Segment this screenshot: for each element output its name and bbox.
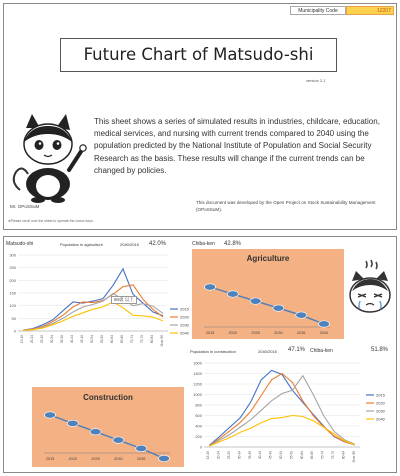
constr-age-x-tick: 25-29	[227, 451, 231, 460]
agri-ratio-label: 2040/2015	[120, 242, 139, 247]
constr-trend-x-tick: 2035	[136, 457, 146, 461]
agri-age-x-tick: 45-49	[80, 335, 84, 344]
opossum-mascot-icon	[8, 112, 90, 204]
agri-trend-x-tick: 2035	[296, 331, 306, 335]
municipality-code-label: Municipality Code	[290, 6, 346, 15]
intro-sheet	[3, 3, 397, 230]
constr-age-x-tick: 20-24	[216, 451, 221, 460]
constr-trend-x-tick: 2020	[68, 457, 78, 461]
constr-ratio-label: 2040/2015	[258, 349, 277, 354]
agri-age-series-2015	[23, 269, 163, 330]
agriculture-age-chart	[4, 247, 190, 363]
constr-age-y-tick: 1400	[193, 371, 202, 376]
constr-age-x-tick: 35-39	[247, 451, 252, 460]
agri-trend-point	[319, 321, 330, 327]
agri-trend-point	[227, 291, 238, 297]
constr-trend-point	[67, 420, 78, 426]
description-text: This sheet shows a series of simulated results in industries, childcare, education, medical services, and nursing with current trends compared to 2040 using the population predicted by the National Institute of Population and Social Security Research as the basis. These results will change if the current trends can be changed by policies.	[94, 117, 380, 175]
agri-trend-x-tick: 2040	[319, 331, 329, 335]
agri-age-x-tick: 40-44	[70, 335, 74, 344]
constr-age-y-tick: 1000	[193, 392, 202, 397]
constr-trend-line	[50, 415, 164, 459]
constr-right-place: Chiba-ken	[310, 348, 333, 354]
crying-cat-icon	[346, 259, 394, 315]
constr-ratio-value: 47.1%	[288, 347, 306, 353]
page-title: Future Chart of Matsudo-shi	[60, 38, 337, 72]
agri-age-x-tick: 80-84	[150, 335, 154, 344]
agri-age-y-tick: 0	[13, 328, 16, 334]
agri-age-y-tick: 250	[9, 265, 16, 271]
agri-age-x-tick: 60-64	[110, 335, 114, 344]
agri-age-x-tick: Over 85	[160, 335, 164, 347]
agri-age-y-tick: 100	[9, 303, 16, 309]
constr-age-series-2020	[209, 374, 355, 446]
constr-age-x-tick: 70-74	[320, 451, 325, 460]
agri-ratio-value: 42.0%	[149, 241, 167, 247]
agriculture-trend-title: Agriculture	[246, 254, 290, 263]
version-label: version 2.1	[306, 78, 326, 83]
constr-trend-point	[136, 445, 147, 451]
agri-trend-line	[210, 287, 324, 324]
constr-age-x-tick: 40-44	[258, 451, 263, 460]
agri-age-x-tick: 75-79	[140, 335, 144, 344]
constr-age-y-tick: 1200	[193, 381, 202, 387]
agri-age-x-tick: 20-24	[30, 335, 34, 344]
constr-age-legend-label: 2030	[376, 408, 385, 414]
constr-age-legend-label: 2015	[376, 392, 385, 398]
constr-trend-point	[45, 412, 56, 418]
agri-age-x-tick: 70-74	[130, 335, 134, 344]
agri-age-legend-label: 2040	[180, 330, 189, 336]
constr-age-x-tick: 65-69	[310, 451, 315, 460]
agri-age-x-tick: 35-39	[60, 335, 64, 344]
mascot-name: Mr. OPoSSuM	[10, 204, 40, 209]
agri-age-legend-label: 2015	[180, 306, 189, 312]
agri-trend-x-tick: 2030	[274, 331, 283, 335]
agri-right-place: Chiba-ken	[192, 241, 215, 247]
agri-trend-x-tick: 2015	[205, 331, 215, 335]
constr-age-x-tick: 50-54	[279, 451, 283, 460]
credit-text: This document was developed by the Open Project on Stock Sustainability Management (OPoSSuM).	[196, 200, 376, 212]
place-name: Matsudo-shi	[6, 241, 34, 247]
constr-trend-x-tick: 2015	[45, 457, 55, 461]
constr-age-y-tick: 0	[199, 444, 202, 450]
constr-trend-x-tick: 2030	[114, 457, 123, 461]
construction-trend-title: Construction	[83, 393, 133, 402]
constr-trend-point	[90, 429, 101, 435]
constr-age-y-tick: 800	[195, 402, 202, 408]
constr-right-ratio: 51.8%	[371, 347, 389, 353]
agri-trend-point	[205, 284, 216, 290]
constr-age-y-tick: 200	[195, 434, 202, 439]
constr-age-x-tick: 30-34	[237, 451, 242, 460]
constr-age-x-tick: 45-49	[268, 451, 273, 460]
construction-age-chart	[188, 355, 396, 471]
agri-trend-point	[296, 312, 307, 318]
footnote: ※Please scroll over the sheet to operate the cursor keys.	[8, 219, 94, 223]
chart-sheet	[3, 236, 397, 473]
agri-age-y-tick: 200	[9, 277, 16, 283]
agri-age-x-tick: 30-34	[50, 335, 54, 344]
agri-age-legend-label: 2030	[180, 322, 189, 328]
constr-age-x-tick: 80-84	[341, 451, 346, 460]
constr-age-legend-label: 2020	[376, 400, 385, 406]
agriculture-trend-chart	[192, 249, 344, 339]
agri-age-y-tick: 150	[9, 290, 16, 296]
constr-age-x-tick: 60-64	[299, 451, 304, 460]
agri-right-ratio: 42.8%	[224, 241, 242, 247]
constr-chart-label: Population in construction	[190, 349, 236, 354]
agri-trend-point	[250, 298, 261, 304]
agriculture-trend-box	[192, 249, 344, 339]
agri-age-x-tick: 15-19	[20, 335, 24, 344]
agri-trend-x-tick: 2020	[228, 331, 238, 335]
constr-age-x-tick: Over 85	[351, 451, 356, 463]
construction-trend-box	[32, 387, 184, 467]
constr-trend-x-tick: 2025	[91, 457, 100, 461]
callout-label: 80歳 以上	[111, 296, 137, 304]
agri-age-x-tick: 25-29	[40, 335, 44, 344]
municipality-code-field[interactable]: 12207	[346, 6, 394, 15]
agri-age-x-tick: 65-69	[120, 335, 124, 344]
constr-age-series-2040	[209, 416, 355, 447]
constr-trend-point	[113, 437, 124, 443]
constr-age-x-tick: 75-79	[331, 451, 335, 460]
agri-age-x-tick: 50-54	[90, 335, 94, 344]
constr-age-y-tick: 1600	[193, 360, 202, 366]
agri-age-series-2030	[23, 294, 163, 331]
agri-age-series-2020	[23, 285, 163, 330]
constr-age-y-tick: 600	[195, 413, 202, 418]
constr-age-legend-label: 2040	[376, 416, 385, 422]
constr-trend-point	[159, 455, 170, 461]
agri-trend-x-tick: 2025	[251, 331, 260, 335]
constr-age-x-tick: 15-19	[206, 451, 211, 460]
agri-age-y-tick: 300	[9, 252, 16, 258]
agri-chart-label: Population in agriculture	[60, 242, 103, 247]
constr-age-x-tick: 55-59	[289, 451, 294, 460]
constr-age-y-tick: 400	[195, 423, 202, 429]
agri-trend-point	[273, 305, 284, 311]
agri-age-x-tick: 55-59	[100, 335, 104, 344]
agri-age-legend-label: 2020	[180, 314, 189, 320]
construction-trend-chart	[32, 387, 184, 467]
agri-age-y-tick: 50	[11, 315, 16, 321]
